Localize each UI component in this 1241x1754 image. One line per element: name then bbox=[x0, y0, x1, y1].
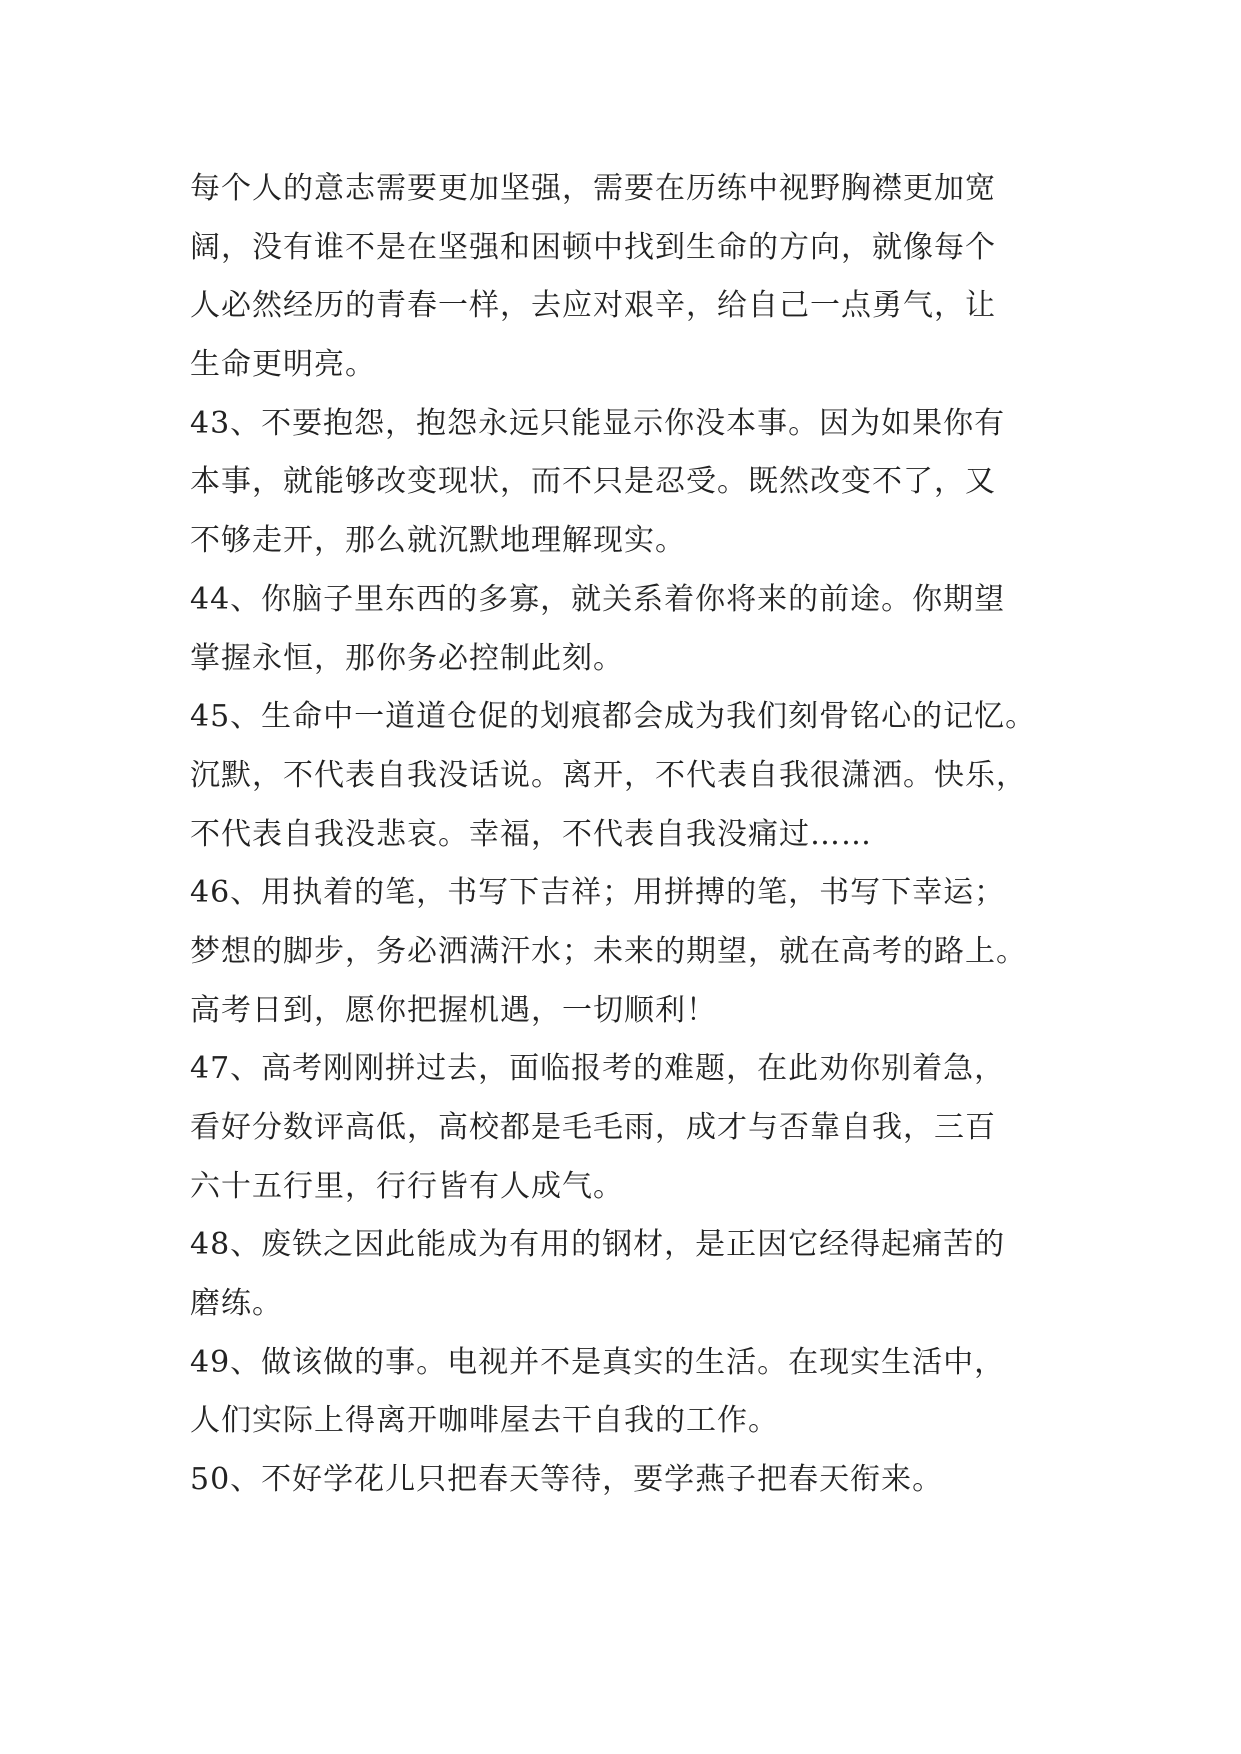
text-line: 高考日到，愿你把握机遇，一切顺利！ bbox=[190, 992, 717, 1028]
text-line: 阔，没有谁不是在坚强和困顿中找到生命的方向，就像每个 bbox=[190, 229, 996, 265]
text-line: 梦想的脚步，务必洒满汗水；未来的期望，就在高考的路上。 bbox=[190, 933, 1027, 969]
body-text bbox=[190, 160, 1070, 1510]
text-line: 不够走开，那么就沉默地理解现实。 bbox=[190, 523, 686, 559]
text-line: 49、做该做的事。电视并不是真实的生活。在现实生活中， bbox=[190, 1344, 1006, 1380]
text-line: 掌握永恒，那你务必控制此刻。 bbox=[190, 640, 624, 676]
text-line: 48、废铁之因此能成为有用的钢材，是正因它经得起痛苦的 bbox=[190, 1227, 1006, 1263]
text-line: 人必然经历的青春一样，去应对艰辛，给自己一点勇气，让 bbox=[190, 288, 996, 324]
text-line: 50、不好学花儿只把春天等待，要学燕子把春天衔来。 bbox=[190, 1462, 944, 1498]
text-line: 46、用执着的笔，书写下吉祥；用拼搏的笔，书写下幸运； bbox=[190, 875, 1006, 911]
text-line: 磨练。 bbox=[190, 1286, 283, 1322]
text-line: 本事，就能够改变现状，而不只是忍受。既然改变不了，又 bbox=[190, 464, 996, 500]
text-line: 47、高考刚刚拼过去，面临报考的难题，在此劝你别着急， bbox=[190, 1051, 1006, 1087]
text-line: 43、不要抱怨，抱怨永远只能显示你没本事。因为如果你有 bbox=[190, 405, 1006, 441]
text-line: 看好分数评高低，高校都是毛毛雨，成才与否靠自我，三百 bbox=[190, 1110, 996, 1145]
text-line: 人们实际上得离开咖啡屋去干自我的工作。 bbox=[190, 1403, 779, 1439]
text-line: 六十五行里，行行皆有人成气。 bbox=[190, 1168, 624, 1204]
text-line: 每个人的意志需要更加坚强，需要在历练中视野胸襟更加宽 bbox=[190, 171, 996, 206]
text-line: 沉默，不代表自我没话说。离开，不代表自我很潇洒。快乐， bbox=[190, 757, 1027, 793]
text-line: 44、你脑子里东西的多寡，就关系着你将来的前途。你期望 bbox=[190, 581, 1006, 617]
text-line: 不代表自我没悲哀。幸福，不代表自我没痛过…… bbox=[190, 816, 872, 852]
text-line: 45、生命中一道道仓促的划痕都会成为我们刻骨铭心的记忆。 bbox=[190, 699, 1037, 735]
text-line: 生命更明亮。 bbox=[190, 347, 376, 383]
